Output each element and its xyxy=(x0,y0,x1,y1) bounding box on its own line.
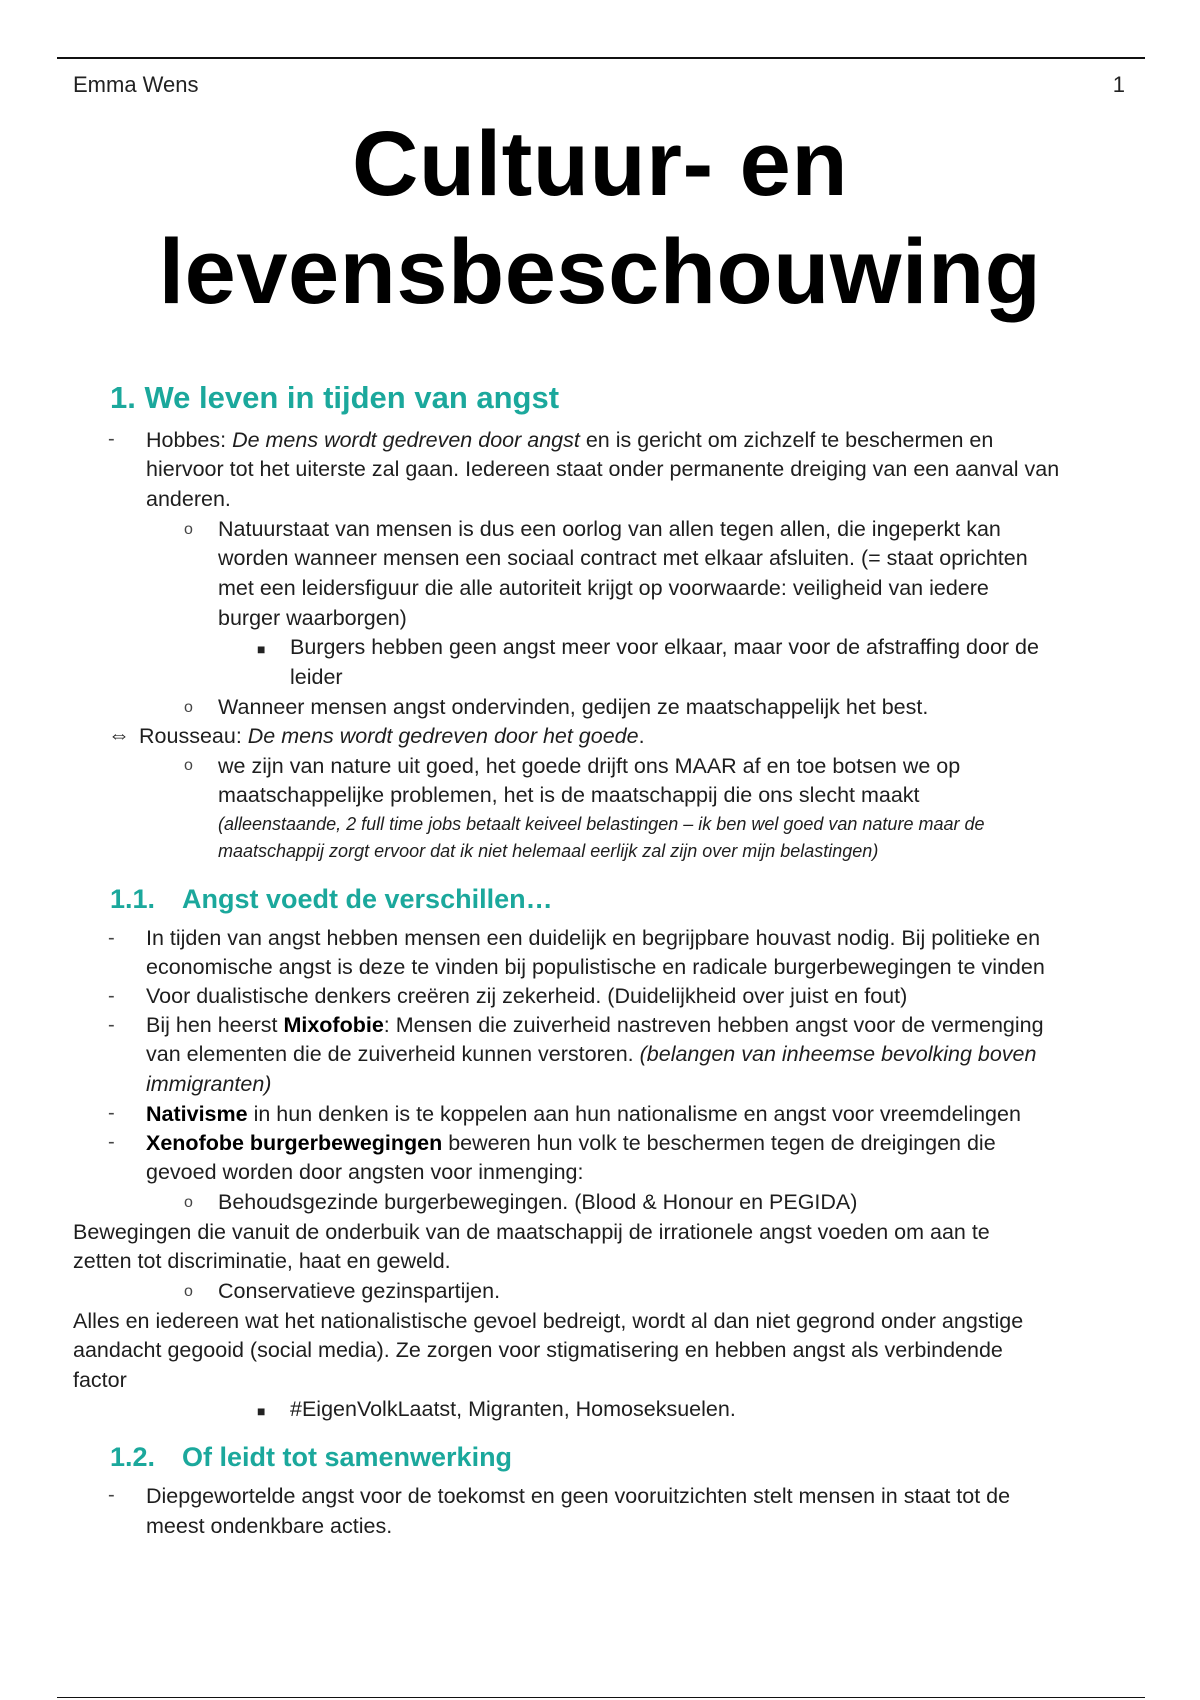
dash-marker: - xyxy=(108,1014,115,1036)
paragraph-bewegingen: Bewegingen die vanuit de onderbuik van de maatschappij de irrationele angst voeden om aan te xyxy=(73,1220,990,1244)
list-item-diepgeworteld: Diepgewortelde angst voor de toekomst en geen vooruitzichten stelt mensen in staat tot de xyxy=(146,1484,1011,1508)
list-item-houvast-line2: economische angst is deze te vinden bij populistische en radicale burgerbewegingen te vinden xyxy=(146,955,1045,979)
circle-marker: o xyxy=(184,1283,193,1300)
sub-item-natuurstaat-line4: burger waarborgen) xyxy=(218,606,407,630)
title-line-1: Cultuur- en xyxy=(351,113,849,215)
bottom-rule xyxy=(57,1697,1145,1698)
list-item-diepgeworteld-line2: meest ondenkbare acties. xyxy=(146,1514,393,1538)
list-item-xenofobe-line2: gevoed worden door angsten voor inmenging: xyxy=(146,1160,584,1184)
sub-item-natuurstaat-line2: worden wanneer mensen een sociaal contract met elkaar afsluiten. (= staat oprichten xyxy=(218,546,1028,570)
list-item-houvast: In tijden van angst hebben mensen een duidelijk en begrijpbare houvast nodig. Bij politieke en xyxy=(146,926,1041,950)
sub-item-nature-note1: (alleenstaande, 2 full time jobs betaalt keiveel belastingen – ik ben wel goed van nature maar de xyxy=(218,814,985,834)
subsub-item-burgers: Burgers hebben geen angst meer voor elkaar, maar voor de afstraffing door de xyxy=(290,635,1039,659)
sub-item-natuurstaat: Natuurstaat van mensen is dus een oorlog van allen tegen allen, die ingeperkt kan xyxy=(218,517,1001,541)
equivalence-arrow-icon: ⇔ xyxy=(108,722,130,747)
dash-marker: - xyxy=(108,1131,115,1153)
paragraph-alles-line3: factor xyxy=(73,1368,127,1392)
page-title xyxy=(0,110,1200,326)
dash-marker: - xyxy=(108,428,115,450)
author-name: Emma Wens xyxy=(73,72,199,97)
circle-marker: o xyxy=(184,757,193,774)
title-line-2: levensbeschouwing xyxy=(158,221,1042,323)
sub-item-nature: we zijn van nature uit goed, het goede drijft ons MAAR af en toe botsen we op xyxy=(218,754,961,778)
subsub-item-hashtags: #EigenVolkLaatst, Migranten, Homoseksuelen. xyxy=(290,1397,736,1421)
circle-marker: o xyxy=(184,1194,193,1211)
list-item-nativisme: Nativisme in hun denken is te koppelen aan hun nationalisme en angst voor vreemdelingen xyxy=(146,1102,1021,1126)
list-item-hobbes-line2: hiervoor tot het uiterste zal gaan. Iedereen staat onder permanente dreiging van een aanval van xyxy=(146,457,1060,481)
square-marker: ■ xyxy=(257,641,266,657)
list-item-mixofobie-line2: van elementen die de zuiverheid kunnen verstoren. (belangen van inheemse bevolking boven xyxy=(146,1042,1037,1066)
page-number: 1 xyxy=(1112,72,1125,97)
dash-marker: - xyxy=(108,927,115,949)
sub-item-nature-line2: maatschappelijke problemen, het is de maatschappij die ons slecht maakt xyxy=(218,783,920,807)
dash-marker: - xyxy=(108,1484,115,1506)
list-item-rousseau: Rousseau: De mens wordt gedreven door het goede. xyxy=(139,724,645,748)
sub-item-natuurstaat-line3: met een leidersfiguur die alle autoriteit krijgt op voorwaarde: veiligheid van iedere xyxy=(218,576,989,600)
top-rule xyxy=(57,57,1145,59)
list-item-hobbes-line3: anderen. xyxy=(146,487,231,511)
sub-item-wanneer: Wanneer mensen angst ondervinden, gedijen ze maatschappelijk het best. xyxy=(218,695,929,719)
sub-item-behoudsgezind: Behoudsgezinde burgerbewegingen. (Blood & Honour en PEGIDA) xyxy=(218,1190,858,1214)
subsub-item-burgers-line2: leider xyxy=(290,665,343,689)
circle-marker: o xyxy=(184,521,193,538)
list-item-mixofobie: Bij hen heerst Mixofobie: Mensen die zuiverheid nastreven hebben angst voor de vermenging xyxy=(146,1013,1044,1037)
sub-item-nature-note2: maatschappij zorgt ervoor dat ik niet helemaal eerlijk zal zijn over mijn belastingen) xyxy=(218,841,879,861)
section-heading-1-1: 1.1. Angst voedt de verschillen… xyxy=(110,884,553,914)
paragraph-alles: Alles en iedereen wat het nationalistische gevoel bedreigt, wordt al dan niet gegrond onder angstige xyxy=(73,1309,1024,1333)
paragraph-alles-line2: aandacht gegooid (social media). Ze zorgen voor stigmatisering en hebben angst als verbindende xyxy=(73,1338,1003,1362)
dash-marker: - xyxy=(108,985,115,1007)
section-heading-1: 1. We leven in tijden van angst xyxy=(110,380,560,415)
list-item-mixofobie-line3: immigranten) xyxy=(146,1072,272,1096)
section-heading-1-2: 1.2. Of leidt tot samenwerking xyxy=(110,1442,513,1472)
list-item-xenofobe: Xenofobe burgerbewegingen beweren hun volk te beschermen tegen de dreigingen die xyxy=(146,1131,996,1155)
sub-item-conservatief: Conservatieve gezinspartijen. xyxy=(218,1279,501,1303)
list-item-dualistisch: Voor dualistische denkers creëren zij zekerheid. (Duidelijkheid over juist en fout) xyxy=(146,984,908,1008)
circle-marker: o xyxy=(184,699,193,716)
list-item-hobbes: Hobbes: De mens wordt gedreven door angst en is gericht om zichzelf te beschermen en xyxy=(146,428,994,452)
square-marker: ■ xyxy=(257,1403,266,1419)
paragraph-bewegingen-line2: zetten tot discriminatie, haat en geweld. xyxy=(73,1249,451,1273)
dash-marker: - xyxy=(108,1102,115,1124)
